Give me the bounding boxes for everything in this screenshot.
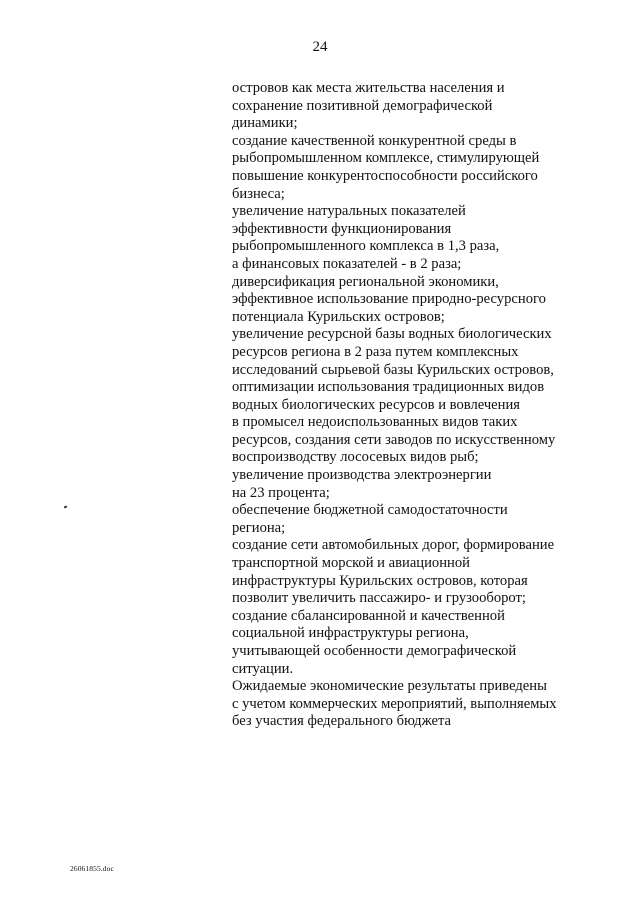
- text-line: увеличение производства электроэнергии: [232, 467, 492, 484]
- text-line: создание сбалансированной и качественной: [232, 607, 505, 624]
- text-line: динамики;: [232, 115, 298, 132]
- text-line: позволит увеличить пассажиро- и грузооборот;: [232, 590, 526, 607]
- text-line: ситуации.: [232, 660, 294, 677]
- text-line: повышение конкурентоспособности российского: [232, 167, 538, 184]
- text-line: сохранение позитивной демографической: [232, 97, 493, 114]
- text-line: исследований сырьевой базы Курильских островов,: [232, 361, 554, 378]
- text-line: диверсификация региональной экономики,: [232, 273, 499, 290]
- text-line: потенциала Курильских островов;: [232, 308, 445, 325]
- text-line: водных биологических ресурсов и вовлечения: [232, 396, 520, 413]
- text-line: на 23 процента;: [232, 484, 330, 501]
- text-line: ресурсов региона в 2 раза путем комплексных: [232, 343, 519, 360]
- body-text: [232, 80, 592, 731]
- text-line: с учетом коммерческих мероприятий, выполняемых: [232, 695, 557, 712]
- text-line: а финансовых показателей - в 2 раза;: [232, 255, 462, 272]
- text-line: оптимизации использования традиционных видов: [232, 379, 545, 396]
- document-filename: 26061855.doc: [70, 864, 114, 873]
- text-line: эффективности функционирования: [232, 220, 452, 237]
- text-line: обеспечение бюджетной самодостаточности: [232, 502, 508, 519]
- text-line: в промысел недоиспользованных видов таких: [232, 414, 518, 431]
- text-line: создание сети автомобильных дорог, формирование: [232, 537, 555, 554]
- text-line: учитывающей особенности демографической: [232, 643, 517, 659]
- text-line: транспортной морской и авиационной: [232, 555, 470, 572]
- text-line: рыбопромышленного комплекса в 1,3 раза,: [232, 238, 500, 255]
- text-line: увеличение натуральных показателей: [232, 203, 466, 220]
- text-line: островов как места жительства населения и: [232, 80, 505, 96]
- text-line: региона;: [232, 519, 286, 536]
- text-line: ресурсов, создания сети заводов по искусственному: [232, 431, 556, 448]
- text-line: эффективное использование природно-ресурсного: [232, 291, 546, 308]
- text-line: инфраструктуры Курильских островов, которая: [232, 572, 528, 589]
- text-line: создание качественной конкурентной среды в: [232, 132, 517, 149]
- text-line: без участия федерального бюджета: [232, 713, 452, 730]
- margin-mark: [64, 505, 68, 508]
- text-line: социальной инфраструктуры региона,: [232, 625, 469, 642]
- text-line: воспроизводству лососевых видов рыб;: [232, 449, 479, 466]
- text-line: рыбопромышленном комплексе, стимулирующей: [232, 150, 540, 167]
- text-line: увеличение ресурсной базы водных биологических: [232, 326, 552, 343]
- page-number: 24: [312, 39, 328, 55]
- text-line: бизнеса;: [232, 185, 285, 202]
- text-line: Ожидаемые экономические результаты приведены: [232, 678, 547, 695]
